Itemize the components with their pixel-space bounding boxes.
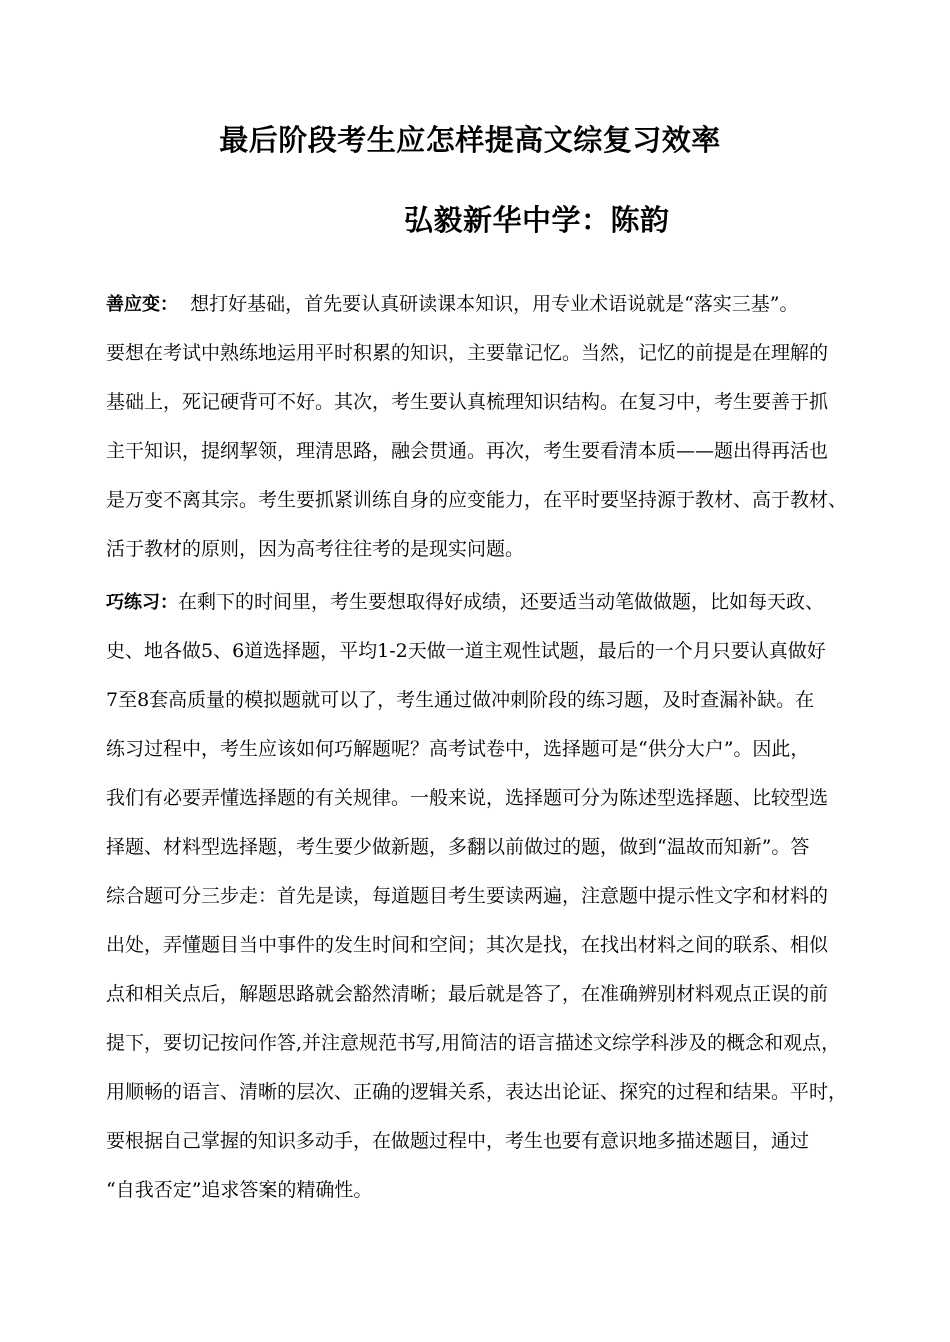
paragraph-line: 我们有必要弄懂选择题的有关规律。一般来说，选择题可分为陈述型选择题、比较型选 <box>106 787 829 809</box>
paragraph-line: 点和相关点后，解题思路就会豁然清晰；最后就是答了，在准确辨别材料观点正误的前 <box>106 983 829 1005</box>
paragraph-line: 用顺畅的语言、清晰的层次、正确的逻辑关系，表达出论证、探究的过程和结果。平时， <box>106 1081 848 1103</box>
paragraph-line: 择题、材料型选择题，考生要少做新题，多翻以前做过的题，做到“温故而知新”。答 <box>106 836 810 858</box>
paragraph-line: 7至8套高质量的模拟题就可以了，考生通过做冲刺阶段的练习题，及时查漏补缺。在 <box>106 689 815 711</box>
paragraph-text: 在剩下的时间里，考生要想取得好成绩，还要适当动笔做做题，比如每天政、 <box>178 591 825 613</box>
paragraph-line: 要想在考试中熟练地运用平时积累的知识，主要靠记忆。当然，记忆的前提是在理解的 <box>106 342 829 364</box>
document-title: 最后阶段考生应怎样提高文综复习效率 <box>219 123 721 157</box>
paragraph-line: 出处，弄懂题目当中事件的发生时间和空间；其次是找，在找出材料之间的联系、相似 <box>106 934 829 956</box>
section-heading: 善应变： <box>106 294 178 315</box>
paragraph-line: 提下，要切记按问作答,并注意规范书写,用简洁的语言描述文综学科涉及的概念和观点， <box>106 1032 841 1054</box>
paragraph-line: “自我否定”追求答案的精确性。 <box>106 1179 373 1201</box>
section-heading: 巧练习： <box>106 592 178 613</box>
paragraph-line <box>106 284 856 333</box>
paragraph-line: 主干知识，提纲挈领，理清思路，融会贯通。再次，考生要看清本质——题出得再活也 <box>106 440 829 462</box>
paragraph-line: 练习过程中，考生应该如何巧解题呢？高考试卷中，选择题可是“供分大户”。因此， <box>106 738 810 760</box>
section-adaptability <box>106 284 856 578</box>
paragraph-text: 想打好基础，首先要认真研读课本知识，用专业术语说就是“落实三基”。 <box>178 293 799 315</box>
paragraph-line: 综合题可分三步走：首先是读，每道题目考生要读两遍，注意题中提示性文字和材料的 <box>106 885 829 907</box>
paragraph-line: 活于教材的原则，因为高考往往考的是现实问题。 <box>106 538 525 560</box>
paragraph-line <box>106 582 856 631</box>
document-author: 弘毅新华中学：陈韵 <box>404 203 670 237</box>
paragraph-line: 要根据自己掌握的知识多动手，在做题过程中，考生也要有意识地多描述题目，通过 <box>106 1130 810 1152</box>
paragraph-line: 是万变不离其宗。考生要抓紧训练自身的应变能力，在平时要坚持源于教材、高于教材、 <box>106 489 848 511</box>
paragraph-line: 基础上，死记硬背可不好。其次，考生要认真梳理知识结构。在复习中，考生要善于抓 <box>106 391 829 413</box>
paragraph-line: 史、地各做5、6道选择题，平均1-2天做一道主观性试题，最后的一个月只要认真做好 <box>106 640 826 662</box>
section-practice <box>106 582 856 1219</box>
